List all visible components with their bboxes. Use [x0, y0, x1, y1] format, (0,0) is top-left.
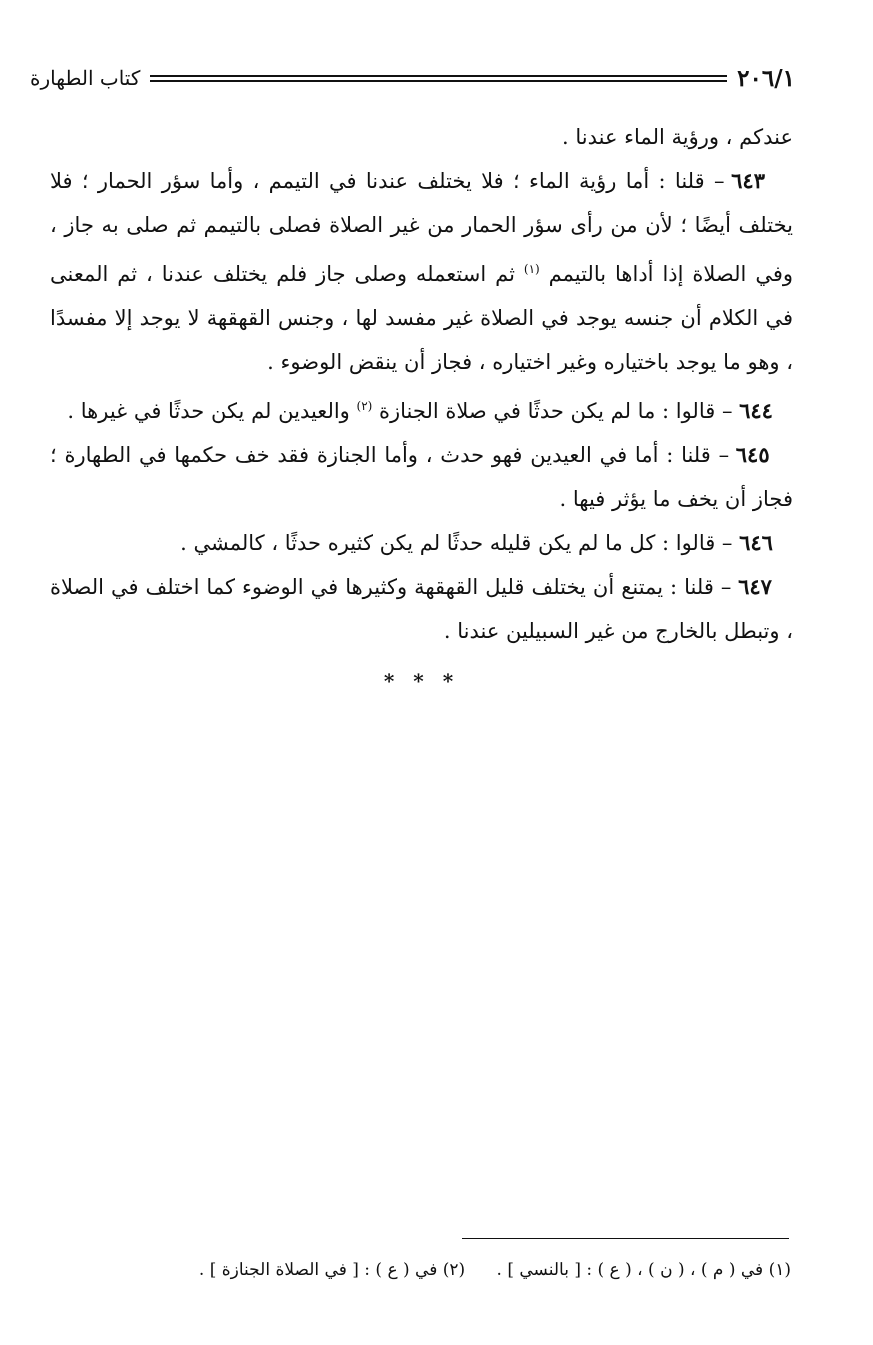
- book-title: كتاب الطهارة: [30, 66, 141, 90]
- footnote-rule: [462, 1238, 789, 1239]
- paragraph-number: ٦٤٧: [738, 574, 772, 599]
- paragraph-text: – قلنا : أما رؤية الماء ؛ فلا يختلف عندنا في التيمم ، وأما سؤر الحمار ؛ فلا يختلف أيضًا ؛ لأن من رأى سؤر الحمار من غير الصلاة فصلى بالتيمم ثم صلى به جاز ، وفي الصلاة إذا أداها بالتيمم: [50, 169, 793, 286]
- paragraph-number: ٦٤٥: [735, 442, 770, 467]
- paragraph-number: ٦٤٦: [739, 530, 773, 555]
- paragraph-647: [50, 565, 793, 653]
- section-separator: * * *: [383, 669, 460, 693]
- paragraph-text: – قلنا : أما في العيدين فهو حدث ، وأما الجنازة فقد خف حكمها في الطهارة ؛ فجاز أن يخف ما يؤثر فيها .: [50, 443, 793, 511]
- running-header: [30, 60, 795, 96]
- paragraph-text: – قلنا : يمتنع أن يختلف قليل القهقهة وكثيرها في الوضوء كما اختلف في الصلاة ، وتبطل بالخارج من غير السبيلين عندنا .: [50, 575, 793, 643]
- paragraph-text-continued: والعيدين لم يكن حدثًا في غيرها .: [67, 399, 357, 423]
- paragraph-text: عندكم ، ورؤية الماء عندنا .: [562, 125, 793, 149]
- footnote-marker: (٢): [356, 399, 373, 413]
- paragraph-645: [50, 433, 793, 521]
- header-double-rule: [150, 72, 727, 85]
- footnote-marker: (١): [523, 262, 540, 276]
- paragraph-text: – قالوا : كل ما لم يكن قليله حدثًا لم يكن كثيره حدثًا ، كالمشي .: [180, 531, 740, 555]
- footnotes: [60, 1255, 791, 1285]
- main-text: [50, 115, 793, 703]
- paragraph-continuation: [50, 115, 793, 159]
- footnote-1: (١) في ( م ) ، ( ن ) ، ( ع ) : [ بالنسي ] .: [496, 1260, 791, 1280]
- footnote-2: (٢) في ( ع ) : [ في الصلاة الجنازة ] .: [198, 1260, 466, 1280]
- page-number: ٢٠٦/١: [737, 64, 795, 92]
- paragraph-number: ٦٤٤: [739, 398, 773, 423]
- paragraph-643: [50, 159, 793, 384]
- paragraph-text-continued: ثم استعمله وصلى جاز فلم يختلف عندنا ، ثم المعنى في الكلام أن جنسه يوجد في الصلاة غير مفسد لها ، وجنس القهقهة لا يوجد إلا مفسدًا ، وهو ما يوجد باختياره وغير اختياره ، فجاز أن ينقض الوضوء .: [50, 262, 793, 374]
- paragraph-644: [50, 384, 793, 433]
- paragraph-646: [50, 521, 793, 565]
- paragraph-number: ٦٤٣: [731, 168, 765, 193]
- paragraph-text: – قالوا : ما لم يكن حدثًا في صلاة الجنازة: [372, 399, 740, 423]
